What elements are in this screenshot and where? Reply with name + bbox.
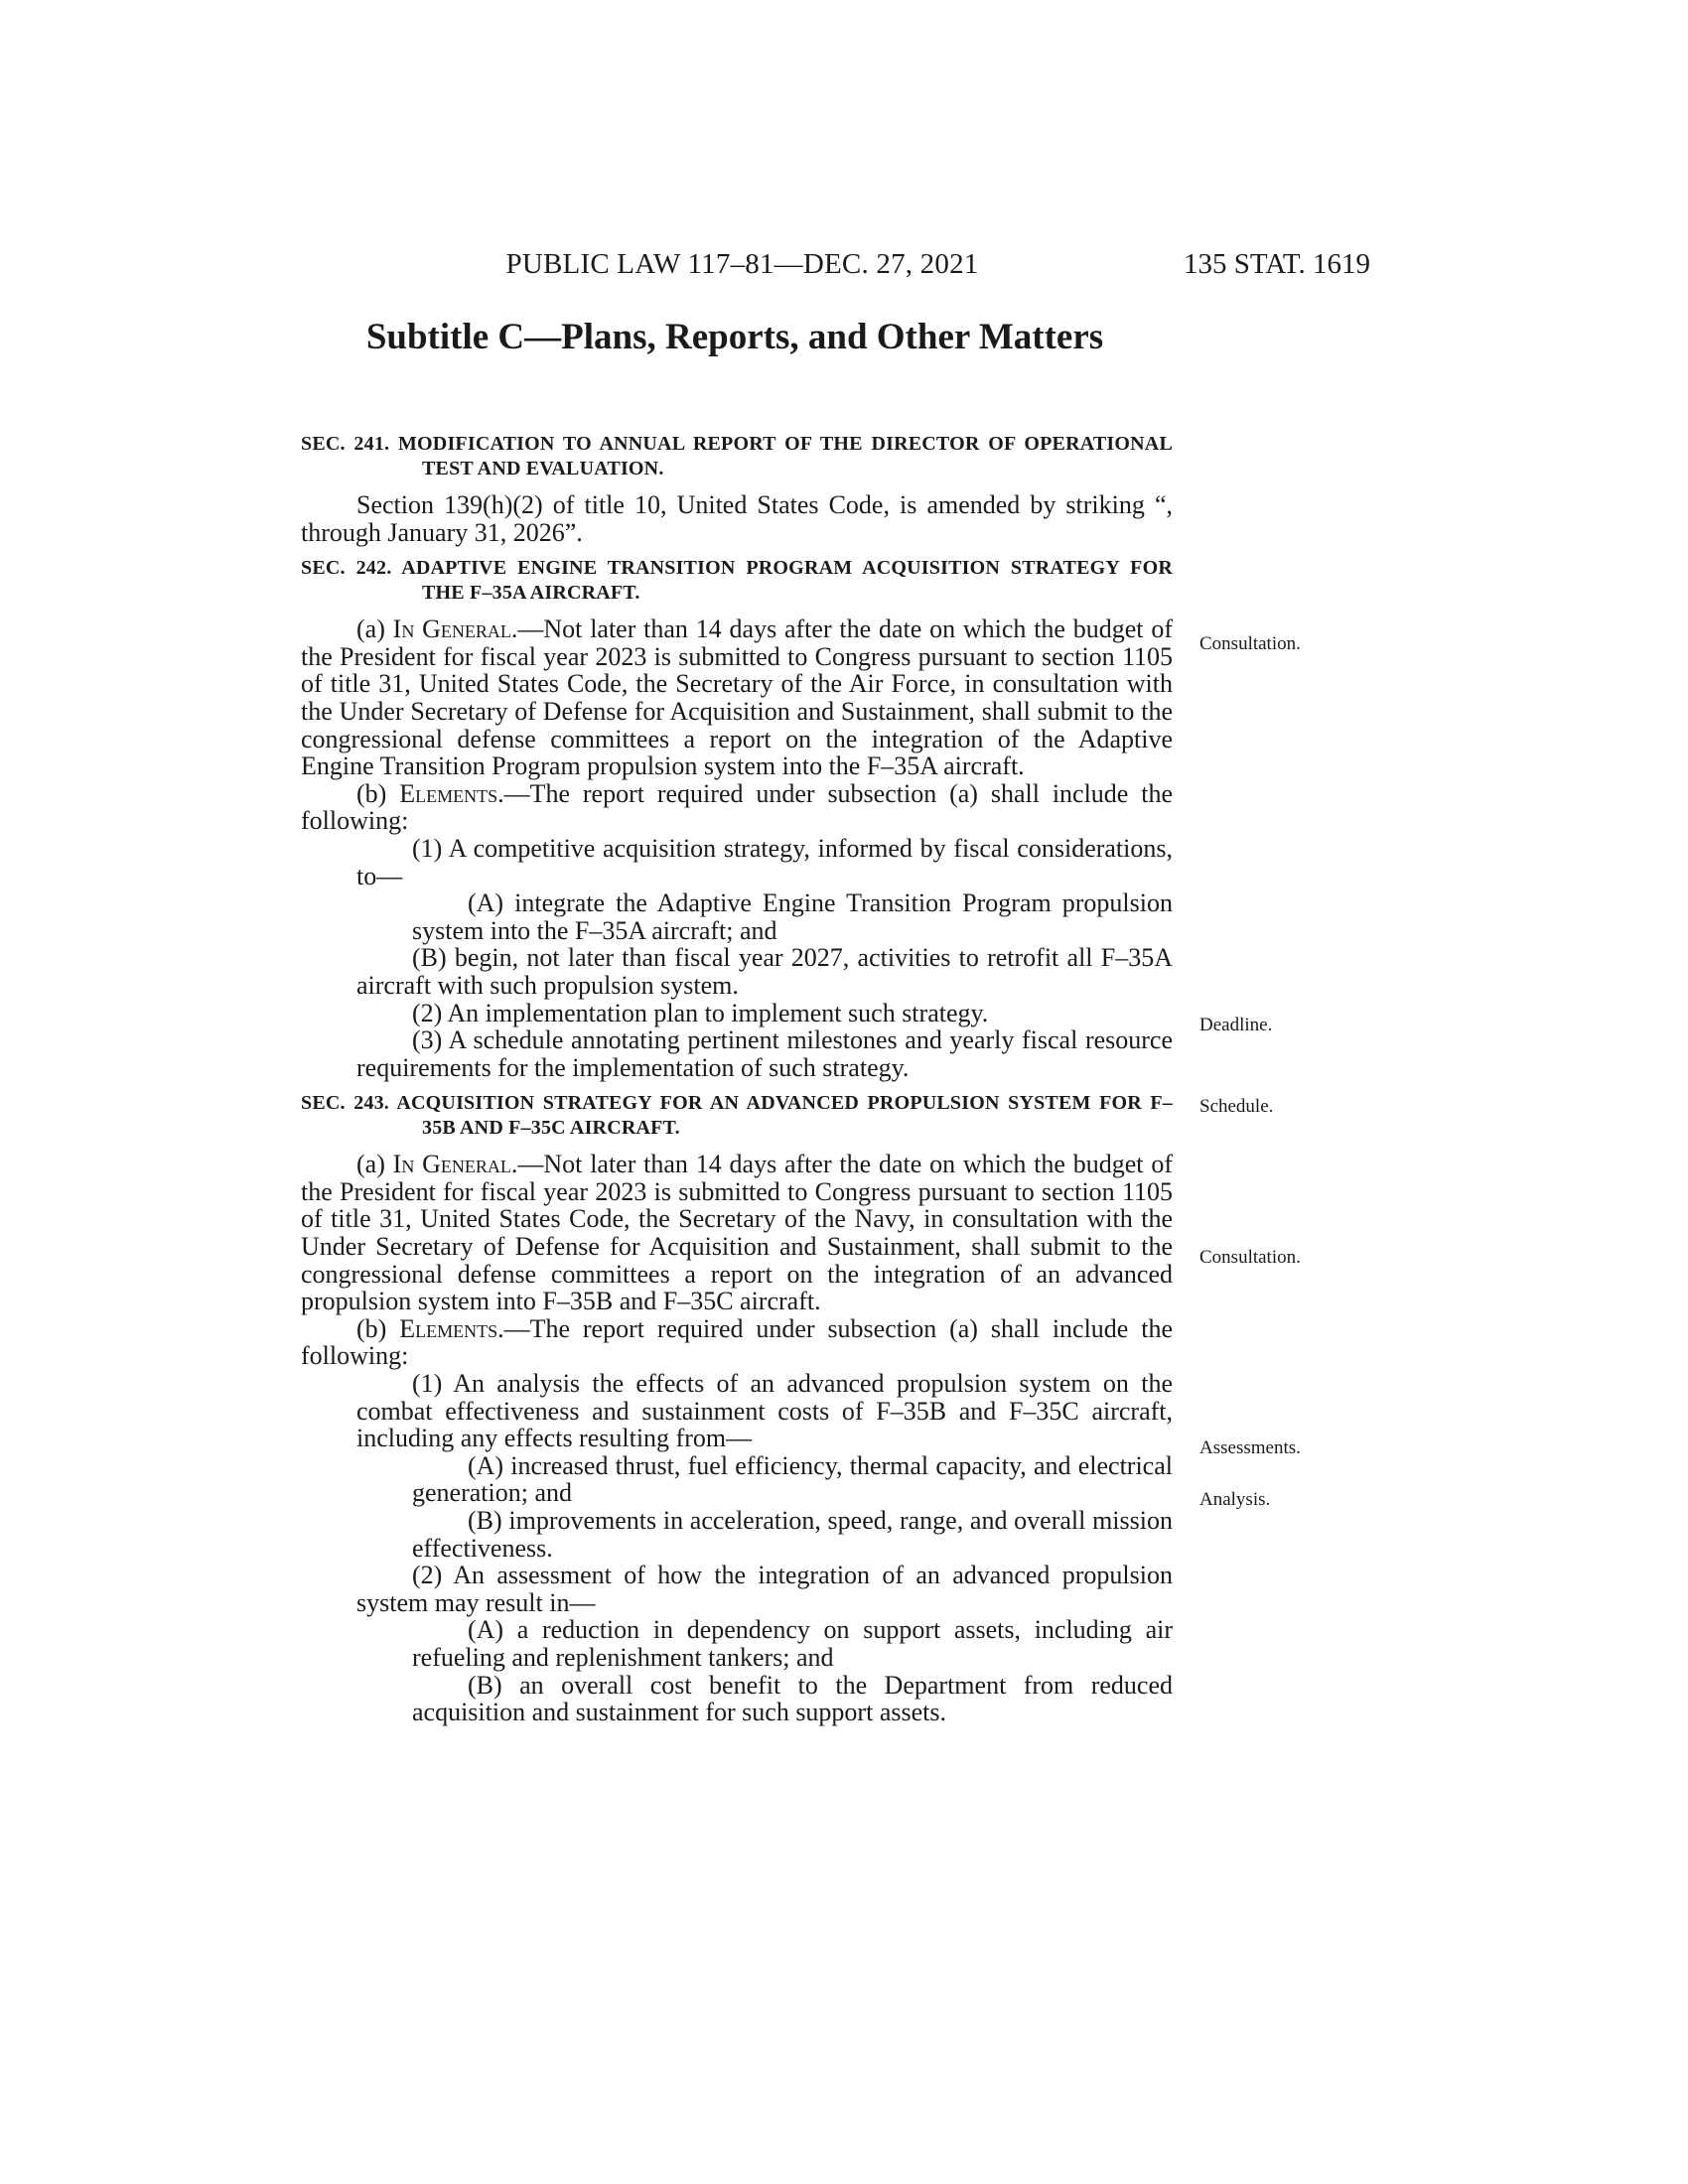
subtitle-heading: Subtitle C—Plans, Reports, and Other Matters — [365, 317, 1104, 357]
section-242-heading: SEC. 242. ADAPTIVE ENGINE TRANSITION PROGRAM ACQUISITION STRATEGY FOR THE F–35A AIRCRAFT. — [301, 557, 1173, 605]
section-242-paragraph-1-B: (B) begin, not later than fiscal year 2027, activities to retrofit all F–35A aircraft with such propulsion system. — [356, 943, 1173, 1000]
section-242-paragraph-1-A: (A) integrate the Adaptive Engine Transition Program propulsion system into the F–35A aircraft; and — [412, 888, 1173, 945]
section-243-heading: SEC. 243. ACQUISITION STRATEGY FOR AN ADVANCED PROPULSION SYSTEM FOR F–35B AND F–35C AIRCRAFT. — [301, 1092, 1173, 1140]
section-241-text: Section 139(h)(2) of title 10, United States Code, is amended by striking “, through January 31, 2026”. — [301, 490, 1173, 547]
section-242-paragraph-3: (3) A schedule annotating pertinent milestones and yearly fiscal resource requirements for the implementation of such strategy. — [356, 1025, 1173, 1082]
subsection-prefix: (b) — [356, 1313, 400, 1343]
section-243-subsection-a — [301, 1151, 1173, 1315]
subsection-text: .—The report required under subsection (a) shall include the following: — [301, 1313, 1173, 1371]
main-text-column — [301, 432, 1173, 1726]
section-242-subsection-b — [301, 780, 1173, 835]
subsection-label: In General — [392, 614, 511, 644]
subsection-text: .—The report required under subsection (a) shall include the following: — [301, 778, 1173, 836]
section-243-paragraph-1-B: (B) improvements in acceleration, speed, range, and overall mission effectiveness. — [412, 1506, 1173, 1563]
public-law-header: PUBLIC LAW 117–81—DEC. 27, 2021 — [505, 248, 979, 280]
margin-note-schedule: Schedule. — [1199, 1096, 1274, 1117]
section-243-paragraph-1-A: (A) increased thrust, fuel efficiency, thermal capacity, and electrical generation; and — [412, 1450, 1173, 1508]
section-243-paragraph-2-B: (B) an overall cost benefit to the Department from reduced acquisition and sustainment for such support assets. — [412, 1670, 1173, 1727]
section-241-heading: SEC. 241. MODIFICATION TO ANNUAL REPORT OF THE DIRECTOR OF OPERATIONAL TEST AND EVALUATION. — [301, 433, 1173, 479]
statute-page-number: 135 STAT. 1619 — [1183, 248, 1370, 280]
subsection-prefix: (a) — [356, 1150, 393, 1179]
subsection-text: .—Not later than 14 days after the date on which the budget of the President for fiscal year 2023 is submitted to Congress pursuant to section 1105 of title 31, United States Code, the Secretary of the Navy, in consultation with the Under Secretary of Defense for Acquisition and Sustainment, shall submit to the congressional defense committees a report on the integration of an advanced propulsion system into F–35B and F–35C aircraft. — [301, 1150, 1173, 1316]
subsection-prefix: (a) — [356, 614, 393, 644]
subsection-label: In General — [392, 1150, 511, 1179]
subsection-prefix: (b) — [356, 778, 400, 808]
section-243-paragraph-2: (2) An assessment of how the integration of an advanced propulsion system may result in— — [356, 1561, 1173, 1617]
margin-note-consultation: Consultation. — [1199, 1247, 1301, 1268]
section-242-paragraph-1: (1) A competitive acquisition strategy, informed by fiscal considerations, to— — [356, 833, 1173, 890]
section-242-subsection-a — [301, 615, 1173, 780]
margin-note-deadline: Deadline. — [1199, 1015, 1273, 1035]
section-243-subsection-b — [301, 1315, 1173, 1370]
subsection-text: .—Not later than 14 days after the date on which the budget of the President for fiscal year 2023 is submitted to Congress pursuant to section 1105 of title 31, United States Code, the Secretary of the Air Force, in consultation with the Under Secretary of Defense for Acquisition and Sustainment, shall submit to the congressional defense committees a report on the integration of the Adaptive Engine Transition Program propulsion system into the F–35A aircraft. — [301, 614, 1173, 781]
section-242-paragraph-2: (2) An implementation plan to implement such strategy. — [412, 998, 989, 1027]
section-243-paragraph-2-A: (A) a reduction in dependency on support assets, including air refueling and replenishment tankers; and — [412, 1615, 1173, 1672]
margin-note-assessments: Assessments. — [1199, 1437, 1301, 1458]
margin-note-analysis: Analysis. — [1199, 1489, 1271, 1510]
subsection-label: Elements — [399, 1313, 498, 1343]
margin-note-consultation: Consultation. — [1199, 633, 1301, 654]
subsection-label: Elements — [399, 778, 498, 808]
section-243-paragraph-1: (1) An analysis the effects of an advanced propulsion system on the combat effectiveness and sustainment costs of F–35B and F–35C aircraft, including any effects resulting from— — [356, 1369, 1173, 1453]
